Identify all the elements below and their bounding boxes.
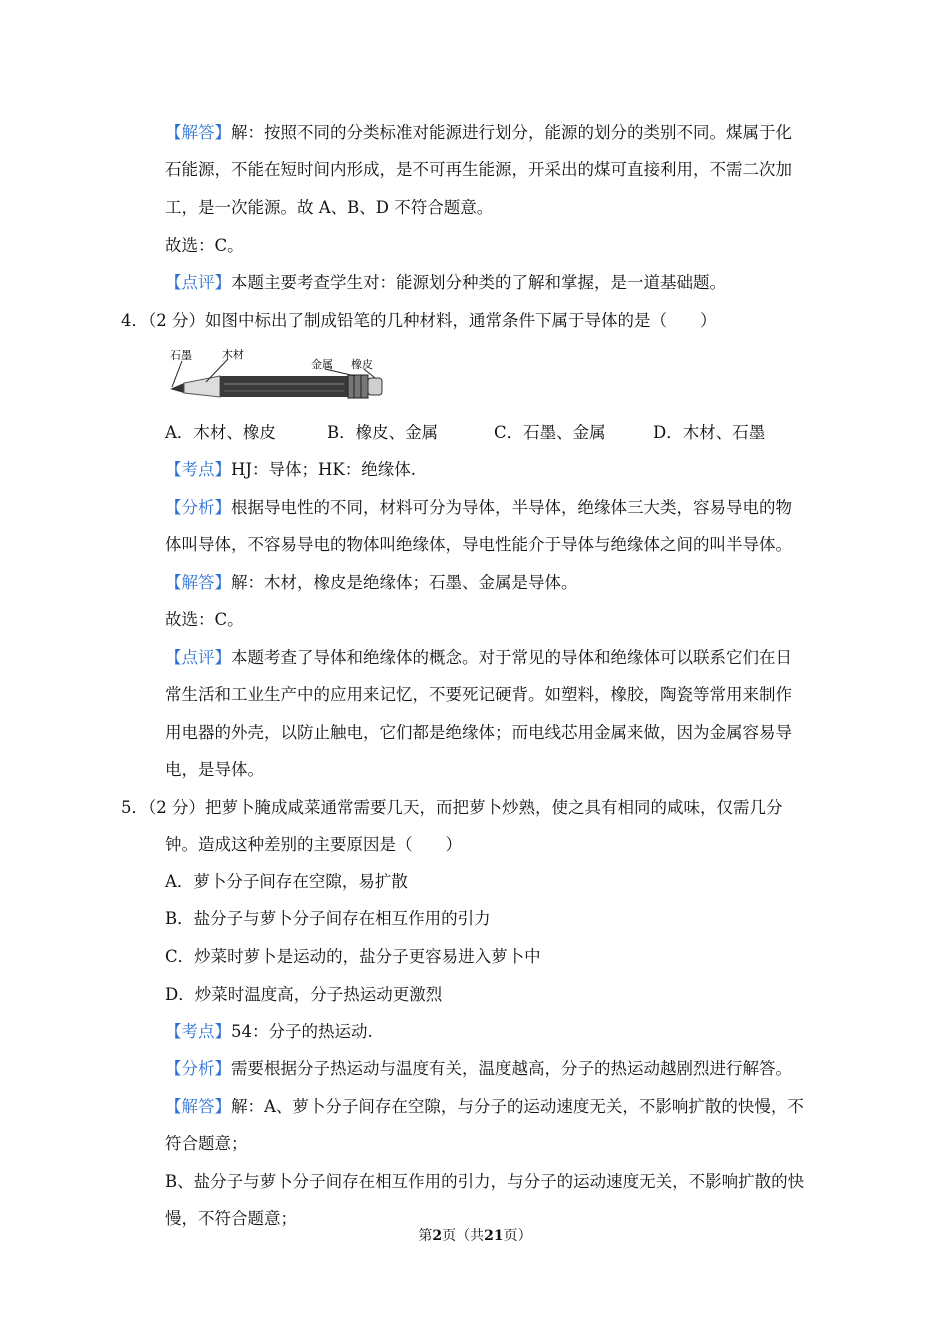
q3-answer-line: 石能源，不能在短时间内形成，是不可再生能源，开采出的煤可直接利用，不需二次加: [165, 160, 792, 179]
q4-analysis-line: 【分析】根据导电性的不同，材料可分为导体，半导体，绝缘体三大类，容易导电的物: [165, 498, 792, 517]
q5-option-c: C．炒菜时萝卜是运动的，盐分子更容易进入萝卜中: [165, 947, 541, 966]
page-number: 2: [432, 1228, 443, 1244]
q5-answer-line: 慢，不符合题意；: [165, 1209, 297, 1228]
q4-point: 【考点】HJ：导体；HK：绝缘体.: [165, 460, 416, 479]
pencil-eraser: [368, 378, 382, 395]
page-footer: 第2页（共21页）: [418, 1228, 532, 1244]
q3-answer-line: 【解答】解：按照不同的分类标准对能源进行划分，能源的划分的类别不同。煤属于化: [165, 123, 792, 142]
pencil-illustration: [168, 349, 393, 405]
pencil-figure: [168, 349, 393, 405]
q5-answer-line: 符合题意；: [165, 1134, 248, 1153]
q4-review-line: 用电器的外壳，以防止触电，它们都是绝缘体；而电线芯用金属来做，因为金属容易导: [165, 723, 792, 742]
figure-label-wood: 木材: [222, 349, 244, 361]
q5-stem-line: 5．（2 分）把萝卜腌成咸菜通常需要几天，而把萝卜炒熟，使之具有相同的咸味，仅需几分: [121, 798, 783, 817]
point-tag: 【考点】: [165, 1022, 231, 1041]
answer-tag: 【解答】: [165, 123, 231, 142]
q5-answer-line: B、盐分子与萝卜分子间存在相互作用的引力，与分子的运动速度无关，不影响扩散的快: [165, 1172, 805, 1191]
q3-choice: 故选：C。: [165, 236, 244, 255]
answer-tag: 【解答】: [165, 573, 231, 592]
q5-option-a: A．萝卜分子间存在空隙，易扩散: [165, 872, 408, 891]
pencil-body: [220, 376, 348, 397]
figure-label-metal: 金属: [311, 358, 333, 371]
q4-choice: 故选：C。: [165, 610, 244, 629]
q5-stem-line: 钟。造成这种差别的主要原因是（ ）: [165, 835, 462, 854]
q4-answer-line: 【解答】解：木材，橡皮是绝缘体；石墨、金属是导体。: [165, 573, 578, 592]
q4-option-a: A．木材、橡皮: [165, 423, 276, 442]
q4-review-line: 【点评】本题考查了导体和绝缘体的概念。对于常见的导体和绝缘体可以联系它们在日: [165, 648, 792, 667]
q4-analysis-line: 体叫导体，不容易导电的物体叫绝缘体，导电性能介于导体与绝缘体之间的叫半导体。: [165, 535, 792, 554]
point-tag: 【考点】: [165, 460, 231, 479]
pencil-metal-ferrule: [348, 375, 368, 398]
q4-option-d: D．木材、石墨: [653, 423, 766, 442]
q3-review-line: 【点评】本题主要考查学生对：能源划分种类的了解和掌握，是一道基础题。: [165, 273, 726, 292]
review-tag: 【点评】: [165, 273, 231, 292]
q4-review-line: 电，是导体。: [165, 760, 264, 779]
q4-review-line: 常生活和工业生产中的应用来记忆，不要死记硬背。如塑料，橡胶，陶瓷等常用来制作: [165, 685, 792, 704]
figure-label-eraser: 橡皮: [351, 358, 373, 371]
q5-analysis-line: 【分析】需要根据分子热运动与温度有关，温度越高，分子的热运动越剧烈进行解答。: [165, 1059, 792, 1078]
review-tag: 【点评】: [165, 648, 231, 667]
pencil-wood-cone: [184, 376, 220, 397]
q4-option-c: C．石墨、金属: [494, 423, 606, 442]
q4-option-b: B．橡皮、金属: [327, 423, 439, 442]
q4-stem: 4．（2 分）如图中标出了制成铅笔的几种材料，通常条件下属于导体的是（ ）: [121, 311, 717, 330]
total-pages: 21: [484, 1228, 504, 1244]
q5-answer-line: 【解答】解：A、萝卜分子间存在空隙，与分子的运动速度无关，不影响扩散的快慢，不: [165, 1097, 804, 1116]
q4-options: [165, 421, 815, 445]
analysis-tag: 【分析】: [165, 498, 231, 517]
pencil-graphite-tip: [170, 383, 184, 393]
q5-point: 【考点】54：分子的热运动.: [165, 1022, 373, 1041]
figure-label-graphite: 石墨: [170, 349, 192, 362]
q5-option-d: D．炒菜时温度高，分子热运动更激烈: [165, 985, 443, 1004]
analysis-tag: 【分析】: [165, 1059, 231, 1078]
q3-answer-line: 工，是一次能源。故 A、B、D 不符合题意。: [165, 198, 494, 217]
answer-tag: 【解答】: [165, 1097, 231, 1116]
q5-option-b: B．盐分子与萝卜分子间存在相互作用的引力: [165, 909, 491, 928]
